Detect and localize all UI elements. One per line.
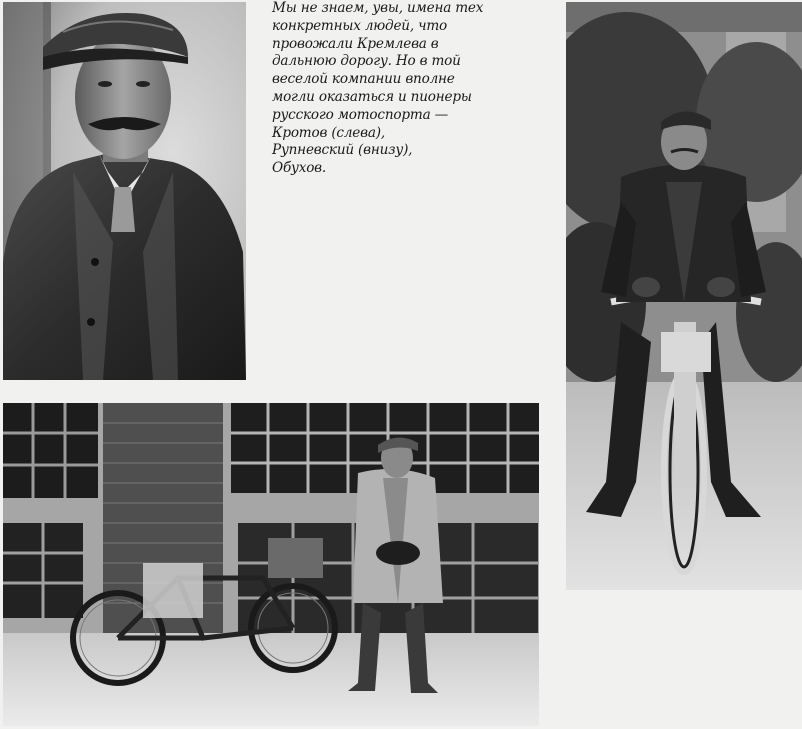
- photo-rupnevsky-street: [3, 403, 539, 726]
- photo-obukhov-motorcycle: [566, 2, 802, 590]
- motorcycle-rider-image: [566, 2, 802, 590]
- street-motorcycle-image: [3, 403, 539, 726]
- portrait-image: [3, 2, 246, 380]
- photo-krotov-portrait: [3, 2, 246, 380]
- photo-caption: Мы не знаем, увы, имена тех конкретных людей, что провожали Кремлева в дальнюю дорогу. Но в той веселой компании вполне могли оказаться и пионеры русского мотоспорта — Кротов (слева), Рупневский (внизу), Обухов.: [272, 0, 484, 177]
